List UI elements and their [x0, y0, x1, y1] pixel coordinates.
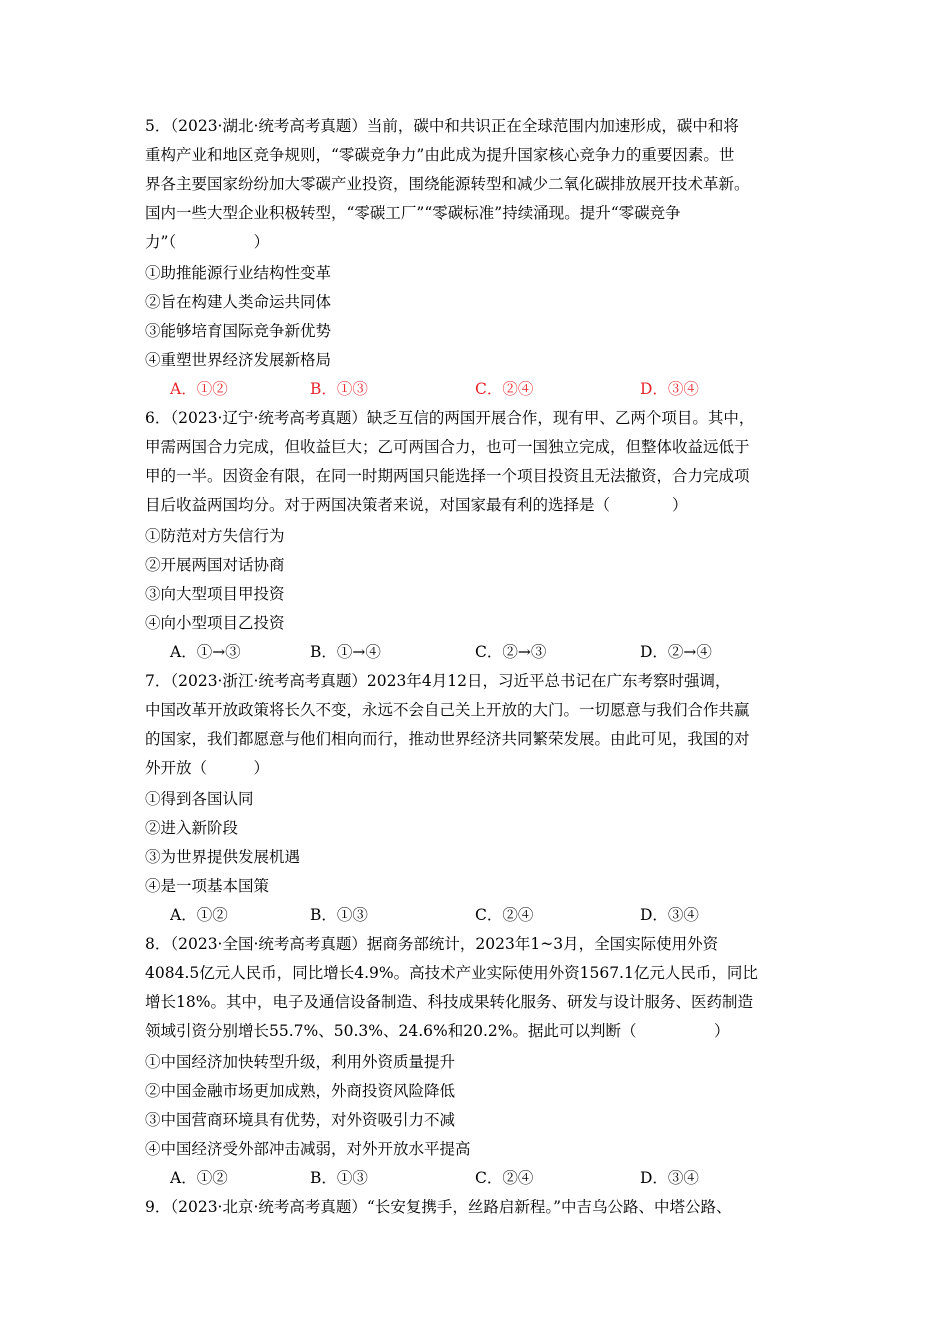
q8-option-b: B．①③ — [310, 1169, 368, 1187]
q5-stem-line-3: 界各主要国家纷纷加大零碳产业投资，围绕能源转型和减少二氧化碳排放展开技术革新。 — [145, 175, 750, 193]
q8-item-3: ③中国营商环境具有优势，对外资吸引力不减 — [145, 1111, 456, 1129]
q7-stem-line-3: 的国家，我们都愿意与他们相向而行，推动世界经济共同繁荣发展。由此可见，我国的对 — [145, 730, 750, 748]
q7-option-a: A．①② — [170, 906, 228, 924]
q5-option-a: A．①② — [170, 380, 228, 398]
q8-item-4: ④中国经济受外部冲击减弱，对外开放水平提高 — [145, 1140, 471, 1158]
q7-stem-line-2: 中国改革开放政策将长久不变，永远不会自己关上开放的大门。一切愿意与我们合作共赢 — [145, 701, 750, 719]
q6-stem-line-1: 6．（2023·辽宁·统考高考真题）缺乏互信的两国开展合作，现有甲、乙两个项目。其中， — [145, 409, 755, 427]
q7-option-b: B．①③ — [310, 906, 368, 924]
q5-option-d: D．③④ — [640, 380, 699, 398]
q6-item-4: ④向小型项目乙投资 — [145, 614, 285, 632]
q6-option-d: D．②→④ — [640, 643, 712, 661]
q5-item-1: ①助推能源行业结构性变革 — [145, 264, 332, 282]
q6-option-b: B．①→④ — [310, 643, 381, 661]
q5-stem-line-1: 5．（2023·湖北·统考高考真题）当前，碳中和共识正在全球范围内加速形成，碳中和将 — [145, 117, 739, 135]
q6-item-3: ③向大型项目甲投资 — [145, 585, 285, 603]
q8-option-a: A．①② — [170, 1169, 228, 1187]
q7-options — [170, 905, 830, 925]
q9-stem-line-1: 9．（2023·北京·统考高考真题）“长安复携手，丝路启新程。”中吉乌公路、中塔公路、 — [145, 1198, 732, 1216]
q5-stem-line-5: 力”（ ） — [145, 233, 270, 251]
q6-stem-line-2: 甲需两国合力完成，但收益巨大；乙可两国合力，也可一国独立完成，但整体收益远低于 — [145, 438, 750, 456]
q6-item-1: ①防范对方失信行为 — [145, 527, 285, 545]
q8-stem-line-1: 8．（2023·全国·统考高考真题）据商务部统计，2023年1~3月，全国实际使用外资 — [145, 935, 719, 953]
q5-option-b: B．①③ — [310, 380, 368, 398]
q7-stem-line-4: 外开放（ ） — [145, 759, 270, 777]
q6-stem-line-3: 甲的一半。因资金有限，在同一时期两国只能选择一个项目投资且无法撤资，合力完成项 — [145, 467, 750, 485]
q8-options — [170, 1168, 830, 1188]
q6-option-a: A．①→③ — [170, 643, 241, 661]
q7-item-2: ②进入新阶段 — [145, 819, 239, 837]
q5-option-c: C．②④ — [475, 380, 534, 398]
q5-item-2: ②旨在构建人类命运共同体 — [145, 293, 332, 311]
q5-item-3: ③能够培育国际竞争新优势 — [145, 322, 332, 340]
q5-item-4: ④重塑世界经济发展新格局 — [145, 351, 332, 369]
q5-options — [170, 379, 830, 399]
q8-item-1: ①中国经济加快转型升级，利用外资质量提升 — [145, 1053, 456, 1071]
q8-option-c: C．②④ — [475, 1169, 534, 1187]
q8-stem-line-3: 增长18%。其中，电子及通信设备制造、科技成果转化服务、研发与设计服务、医药制造 — [145, 993, 753, 1011]
q8-stem-line-2: 4084.5亿元人民币，同比增长4.9%。高技术产业实际使用外资1567.1亿元人民币，同比 — [145, 964, 758, 982]
q6-stem-line-4: 目后收益两国均分。对于两国决策者来说，对国家最有利的选择是（ ） — [145, 496, 688, 514]
q8-option-d: D．③④ — [640, 1169, 699, 1187]
q7-item-4: ④是一项基本国策 — [145, 877, 270, 895]
q7-stem-line-1: 7．（2023·浙江·统考高考真题）2023年4月12日，习近平总书记在广东考察时强调， — [145, 672, 731, 690]
q8-item-2: ②中国金融市场更加成熟，外商投资风险降低 — [145, 1082, 456, 1100]
q8-stem-line-4: 领域引资分别增长55.7%、50.3%、24.6%和20.2%。据此可以判断（ ） — [145, 1022, 730, 1040]
q5-stem-line-4: 国内一些大型企业积极转型，“零碳工厂”“零碳标准”持续涌现。提升“零碳竞争 — [145, 204, 681, 222]
q7-item-1: ①得到各国认同 — [145, 790, 254, 808]
q7-option-c: C．②④ — [475, 906, 534, 924]
q7-item-3: ③为世界提供发展机遇 — [145, 848, 301, 866]
q6-option-c: C．②→③ — [475, 643, 547, 661]
q5-stem-line-2: 重构产业和地区竞争规则，“零碳竞争力”由此成为提升国家核心竞争力的重要因素。世 — [145, 146, 735, 164]
q6-options — [170, 642, 830, 662]
q6-item-2: ②开展两国对话协商 — [145, 556, 285, 574]
q7-option-d: D．③④ — [640, 906, 699, 924]
